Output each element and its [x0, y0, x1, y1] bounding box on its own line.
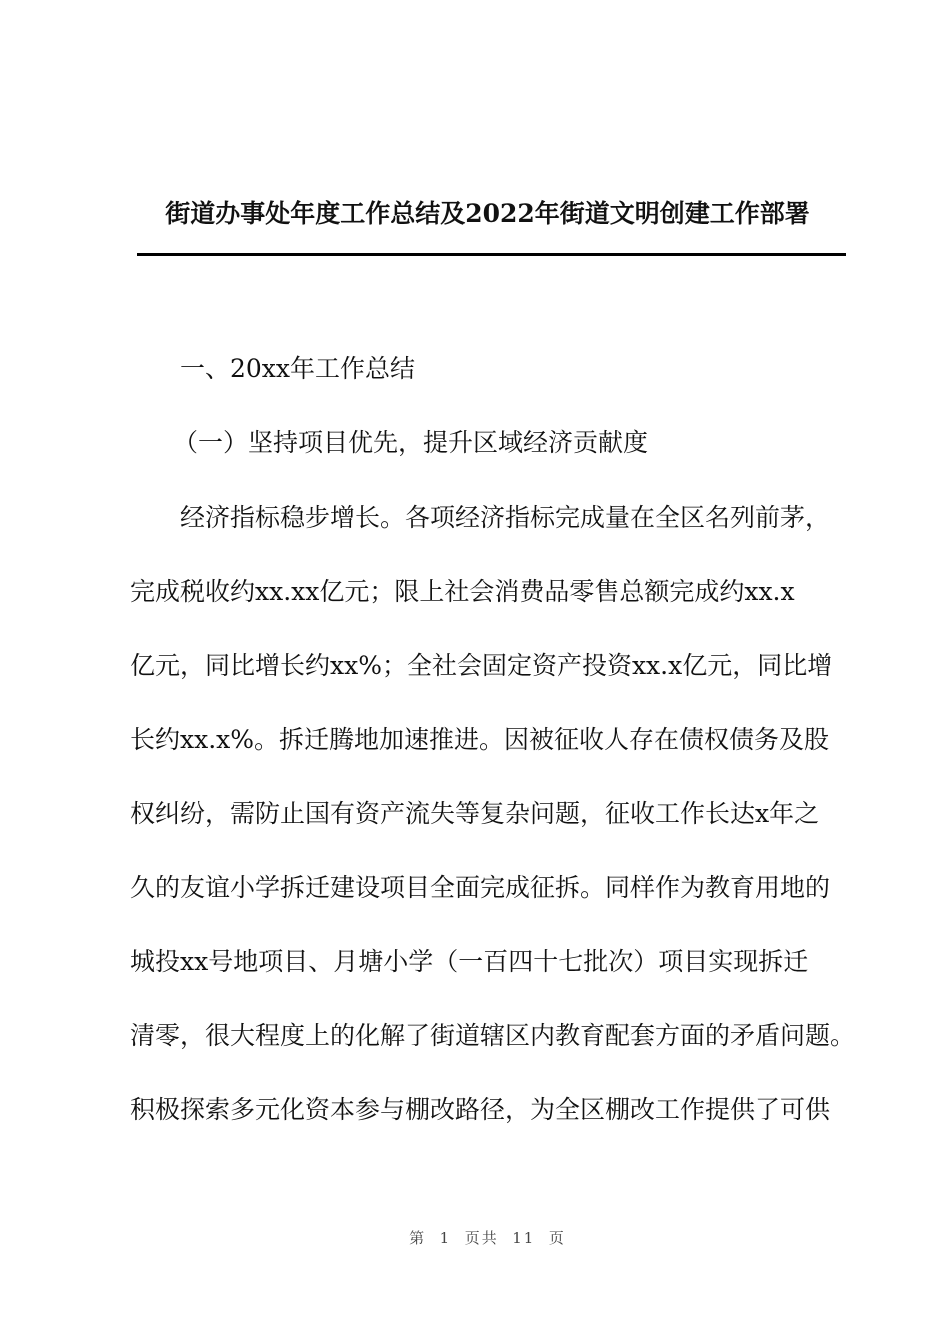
paragraph-line: 长约xx.x%。拆迁腾地加速推进。因被征收人存在债权债务及股 [130, 725, 830, 754]
paragraph-line: 城投xx号地项目、月塘小学（一百四十七批次）项目实现拆迁 [130, 947, 809, 976]
document-title: 街道办事处年度工作总结及2022年街道文明创建工作部署 [165, 199, 810, 228]
title-divider [137, 253, 846, 256]
paragraph-line: 完成税收约xx.xx亿元；限上社会消费品零售总额完成约xx.x [130, 577, 795, 606]
paragraph-line: 久的友谊小学拆迁建设项目全面完成征拆。同样作为教育用地的 [130, 873, 831, 902]
subsection-heading: （一）坚持项目优先，提升区域经济贡献度 [173, 428, 649, 457]
paragraph-line: 积极探索多元化资本参与棚改路径，为全区棚改工作提供了可供 [130, 1095, 831, 1124]
paragraph-line: 经济指标稳步增长。各项经济指标完成量在全区名列前茅， [180, 503, 831, 532]
paragraph-line: 亿元，同比增长约xx%；全社会固定资产投资xx.x亿元，同比增 [130, 651, 833, 680]
page-number-footer: 第 1 页共 11 页 [409, 1229, 566, 1247]
paragraph-line: 权纠纷，需防止国有资产流失等复杂问题，征收工作长达x年之 [130, 799, 820, 828]
section-heading: 一、20xx年工作总结 [180, 354, 416, 383]
paragraph-line: 清零，很大程度上的化解了街道辖区内教育配套方面的矛盾问题。 [130, 1021, 856, 1050]
